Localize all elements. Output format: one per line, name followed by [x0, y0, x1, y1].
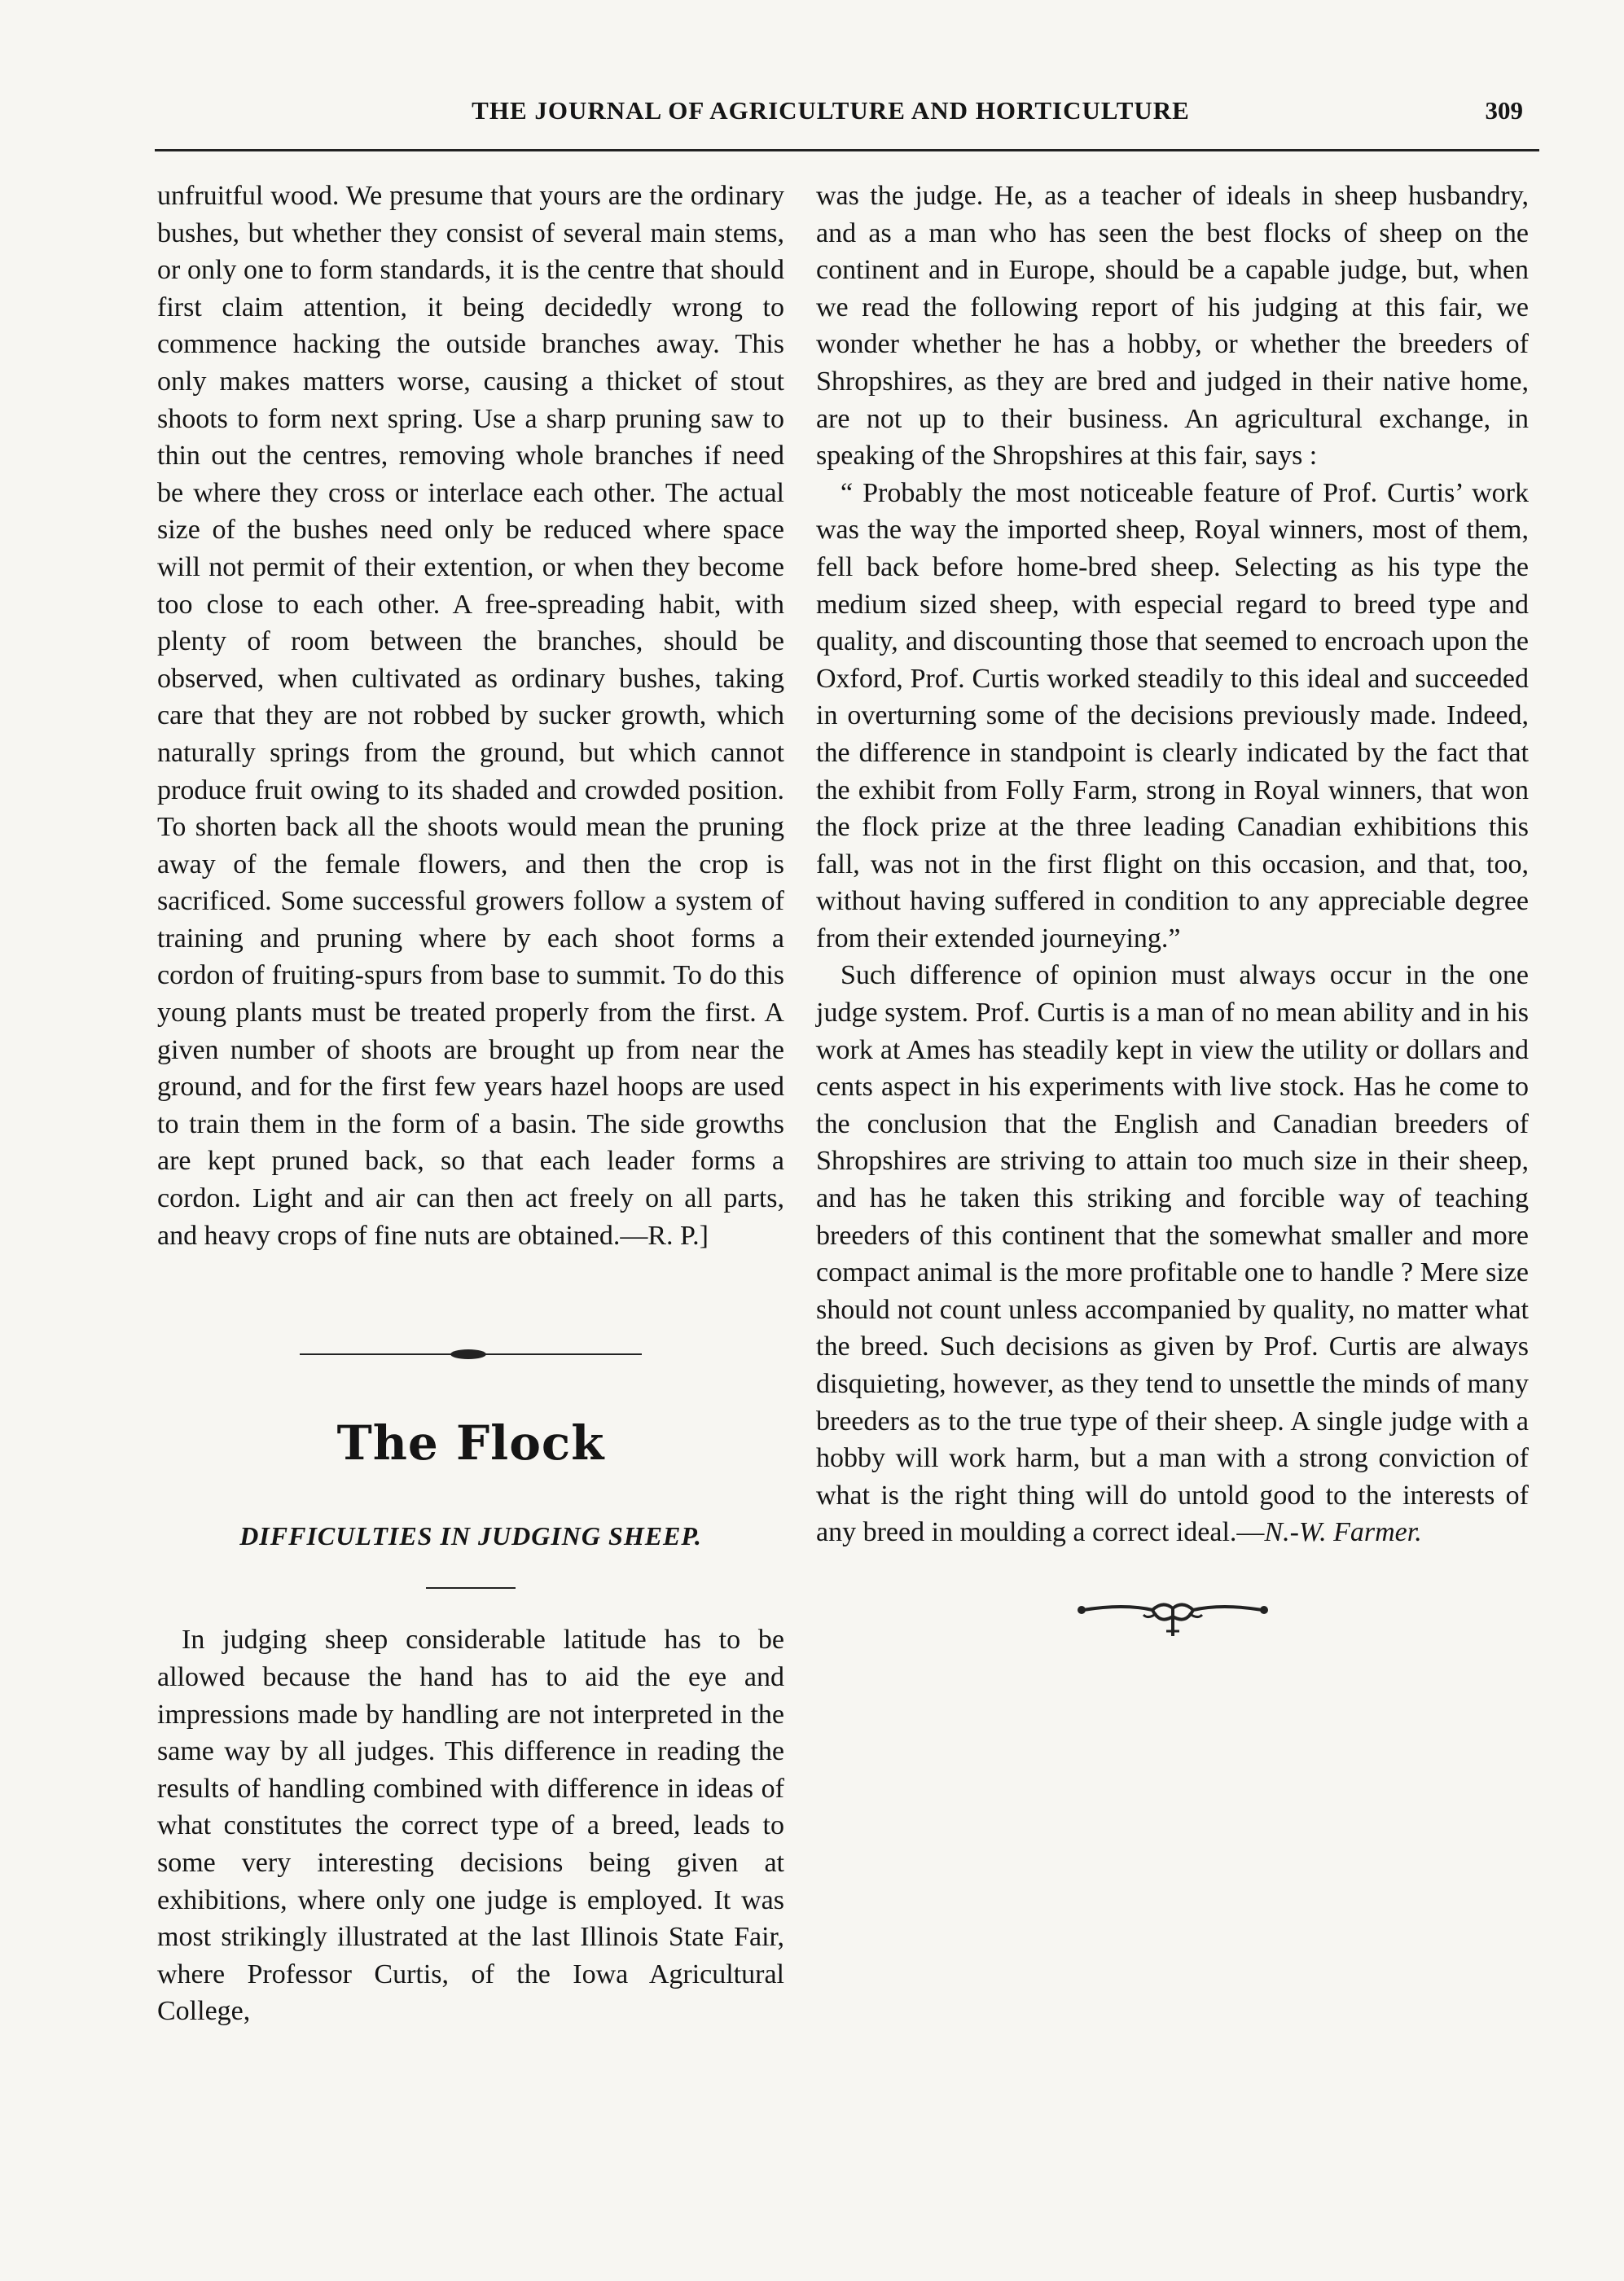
- source-signature: N.-W. Farmer.: [1264, 1517, 1422, 1548]
- article-title: DIFFICULTIES IN JUDGING SHEEP.: [239, 1520, 702, 1551]
- paragraph-continued: was the judge. He, as a teacher of ideals in sheep husbandry, and as a man who has seen the best flocks of sheep on the continent and in Europe, should be a capable judge, but, when we read the following report of his judging at this fair, we wonder whether he has a hobby, or whether the breeders of Shropshires, as they are bred and judged in their native home, are not up to their business. An agricultural exchange, in speaking of the Shropshires at this fair, says :: [816, 181, 1529, 472]
- closing-paragraph-text: Such difference of opinion must always occur in the one judge system. Prof. Curtis is a man of no mean ability and in his work at Ames has steadily kept in view the utility or dollars and cents aspect in his experiments with live stock. Has he come to the conclusion that the English and Canadian breeders of Shropshires are striving to attain too much size in their sheep, and has he taken this striking and forcible way of teaching breeders of this continent that the somewhat smaller and more compact animal is the more profitable one to handle ? Mere size should not count unless accompanied by quality, no matter what the breed. Such decisions as given by Prof. Curtis are always disquieting, however, as they tend to unsettle the minds of many breeders as to the true type of their sheep. A single judge with a hobby will work harm, but a man with a strong conviction of what is the right thing will do untold good to the interests of any breed in moulding a correct ideal.—: [816, 960, 1529, 1548]
- header-rule: [155, 149, 1539, 151]
- journal-title: THE JOURNAL OF AGRICULTURE AND HORTICULTURE: [472, 96, 1190, 125]
- article-paragraph: In judging sheep considerable latitude has to be allowed because the hand has to aid the eye and impressions made by handling are not interpreted in the same way by all judges. This difference in reading the results of handling combined with difference in ideas of what constitutes the correct type of a breed, leads to some very interesting decisions being given at exhibitions, where only one judge is employed. It was most strikingly illustrated at the last Illinois State Fair, where Professor Curtis, of the Iowa Agricultural College,: [157, 1625, 784, 2027]
- continued-paragraph: unfruitful wood. We presume that yours are the ordinary bushes, but whether they consist of several main stems, or only one to form standards, it is the centre that should first claim attention, it being decidedly wrong to commence hacking the outside branches away. This only makes matters worse, causing a thicket of stout shoots to form next spring. Use a sharp pruning saw to thin out the centres, removing whole branches if need be where they cross or interlace each other. The actual size of the bushes need only be reduced where space will not permit of their extention, or when they become too close to each other. A free-spreading habit, with plenty of room between the branches, should be observed, when cultivated as ordinary bushes, taking care that they are not robbed by sucker growth, which naturally springs from the ground, but which cannot produce fruit owing to its shaded and crowded position. To shorten back all the shoots would mean the pruning away of the female flowers, and then the crop is sacrificed. Some successful growers follow a system of training and pruning where by each shoot forms a cordon of fruiting-spurs from base to summit. To do this young plants must be treated properly from the first. A given number of shoots are brought up from near the ground, and for the first few years hazel hoops are used to train them in the form of a basin. The side growths are kept pruned back, so that each leader forms a cordon. Light and air can then act freely on all parts, and heavy crops of fine nuts are obtained.—R. P.]: [157, 181, 784, 1251]
- block-quote: “ Probably the most noticeable feature of Prof. Curtis’ work was the way the imported sheep, Royal winners, most of them, fell back before home-bred sheep. Selecting as his type the medium sized sheep, with especial regard to breed type and quality, and discounting those that seemed to encroach upon the Oxford, Prof. Curtis worked steadily to this ideal and succeeded in overturning some of the decisions previously made. Indeed, the difference in standpoint is clearly indicated by the fact that the exhibit from Folly Farm, strong in Royal winners, that won the flock prize at the three leading Canadian exhibitions this fall, was not in the first flight on this occasion, and that, too, without having suffered in condition to any appreciable degree from their extended journeying.”: [816, 477, 1529, 954]
- section-title: The Flock: [336, 1415, 605, 1472]
- running-head: [155, 96, 1523, 134]
- tailpiece-ornament-icon: [1075, 1592, 1271, 1641]
- page-number: 309: [1485, 96, 1523, 125]
- title-rule: [426, 1587, 516, 1589]
- closing-paragraph: [816, 957, 1529, 1551]
- right-column: [816, 178, 1529, 1641]
- left-column: [157, 178, 784, 2030]
- divider-ornament: [450, 1349, 486, 1359]
- section-divider: [300, 1350, 642, 1358]
